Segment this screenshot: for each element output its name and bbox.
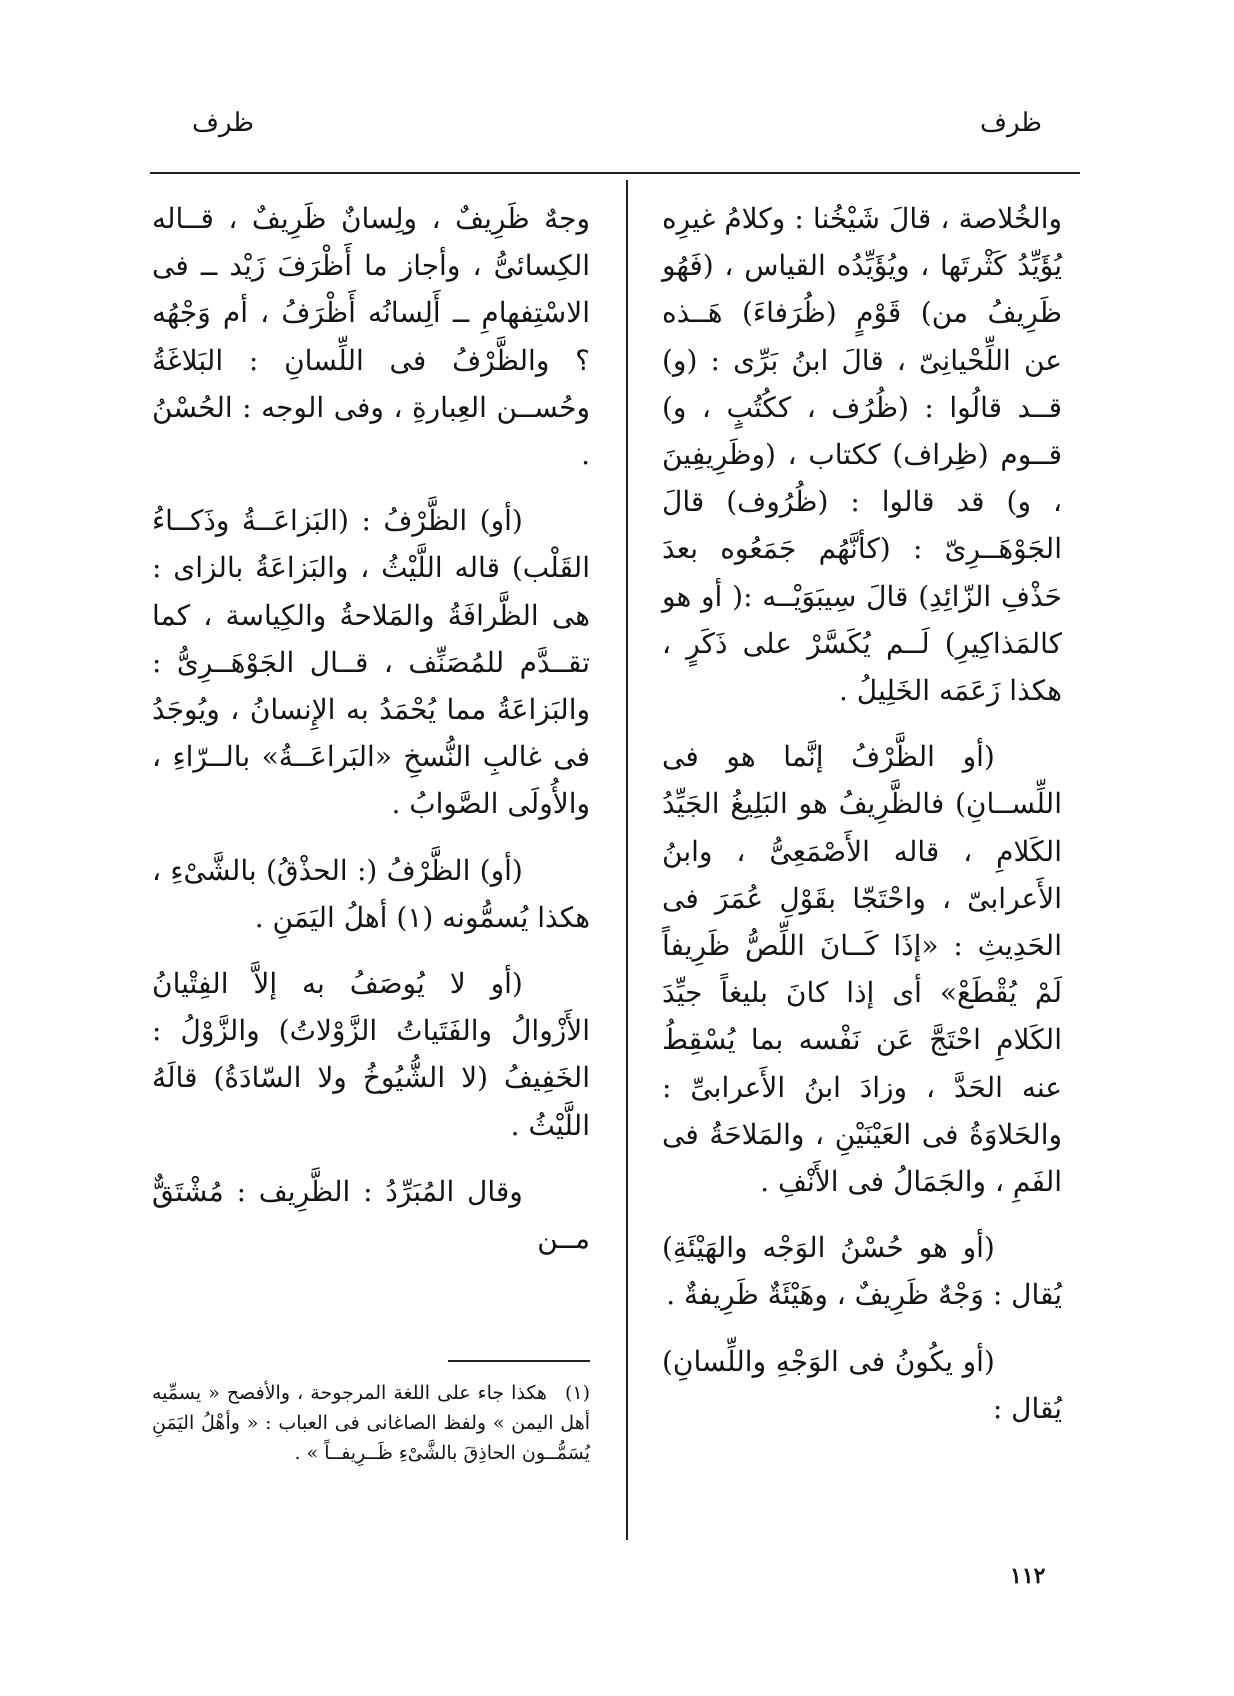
running-head-right: ظرف [980,108,1042,138]
paragraph: وجهٌ ظَرِيفٌ ، ولِسانٌ ظَرِيفٌ ، قــاله الكِسائىُّ ، وأجاز ما أَظْرَفَ زَيْد ــ فى الاسْتِفهامِ ــ أَلِسانُه أَظْرَفُ ، أم وَجْهُه ؟ والظَّرْفُ فى اللِّسانِ : البَلاغَةُ وحُســن العِبارةِ ، وفى الوجه : الحُسْنُ . [152,202,590,472]
footnote [152,1378,590,1468]
page-number: ١١٢ [1010,1563,1046,1589]
footnote-text: هكذا جاء على اللغة المرجوحة ، والأفصح « يسمِّيه أهل اليمن » ولفظ الصاغانى فى العباب : « وأهْلُ اليَمَنِ يُسَمُّــون الحاذِقَ بالشَّىْءِ ظَــرِيفــاً » . [152,1382,590,1464]
paragraph: (أو لا يُوصَفُ به إلاَّ الفِتْيانُ الأَزْوالُ والفَتَياتُ الزَّوْلاتُ) والزَّوْلُ : الخَفِيفُ (لا الشُّيُوخُ ولا السّادَةُ) قالَهُ اللَّيْثُ . [152,967,590,1142]
paragraph: (أو) الظَّرْفُ (: الحذْقُ) بالشَّىْءِ ، هكذا يُسمُّونه (١) أهلُ اليَمَنِ . [152,853,590,934]
footnote-rule [448,1360,590,1362]
paragraph: والخُلاصة ، قالَ شَيْخُنا : وكلامُ غيرِه يُؤَيِّدُ كَثْرتَها ، ويُؤَيِّدُه القياس ، (فَهُو ظَرِيفُ من) قَوْمٍ (ظُرَفاءَ) هَــذه عن اللِّحْيانِىّ ، قالَ ابنُ بَرِّى : (و) قــد قالُوا : (ظُرُف ، ككُتُبٍ ، و) قــوم (ظِراف) ككتاب ، (وظَرِيفِينَ ، و) قد قالوا : (ظُرُوف) قالَ الجَوْهَــرِىّ : (كأنَّهُم جَمَعُوه بعدَ حَذْفِ الزّائِدِ) قالَ سِيبَوَيْــه :( أو هو كالمَذاكِيرِ) لَــم يُكَسَّرْ على ذَكَرٍ ، هكذا زَعَمَه الخَلِيلُ . [662,202,1062,708]
paragraph: (أو هو حُسْنُ الوَجْه والهَيْئَةِ) يُقال : وَجْهٌ ظَرِيفٌ ، وهَيْئَةٌ ظَرِيفةٌ . [662,1231,1062,1312]
column-divider [626,180,628,1540]
right-column [662,195,1062,1451]
header-rule [150,172,1080,174]
running-head-left: ظرف [192,108,254,138]
paragraph: (أو الظَّرْفُ إنَّما هو فى اللِّســانِ) فالظَّرِيفُ هو البَلِيغُ الجَيِّدُ الكَلامِ ، قاله الأَصْمَعِىُّ ، وابنُ الأَعرابىّ ، واحْتَجّا بقَوْلِ عُمَرَ فى الحَدِيثِ : «إذَا كَــانَ اللِّصُّ ظَرِيفاً لَمْ يُقْطَعْ» أى إذا كانَ بليغاً جيِّدَ الكَلامِ احْتَجَّ عَن نَفْسه بما يُسْقِطُ عنه الحَدَّ ، وزادَ ابنُ الأَعرابىِّ : والحَلاوَةُ فى العَيْنَيْنِ ، والمَلاحَةُ فى الفَمِ ، والجَمَالُ فى الأَنْفِ . [662,740,1062,1199]
footnote-marker: (١) [564,1382,590,1404]
paragraph: وقال المُبَرِّدُ : الظَّرِيف : مُشْتَقٌّ مــن [152,1174,590,1256]
paragraph: (أو) الظَّرْفُ : (البَزاعَــةُ وذَكــاءُ القَلْب) قاله اللَّيْثُ ، والبَزاعَةُ بالزاى : هى الظَّرافَةُ والمَلاحةُ والكِياسة ، كما تقــدَّم للمُصَنِّف ، قــال الجَوْهَــرِىُّ : والبَزاعَةُ مما يُحْمَدُ به الإِنسانُ ، ويُوجَدُ فى غالبِ النُّسخِ «البَراعَــةُ» بالــرّاءِ ، والأُولَى الصَّوابُ . [152,504,590,821]
left-column [152,195,590,1281]
paragraph: (أو يكُونُ فى الوَجْهِ واللِّسانِ) يُقال : [662,1344,1062,1425]
